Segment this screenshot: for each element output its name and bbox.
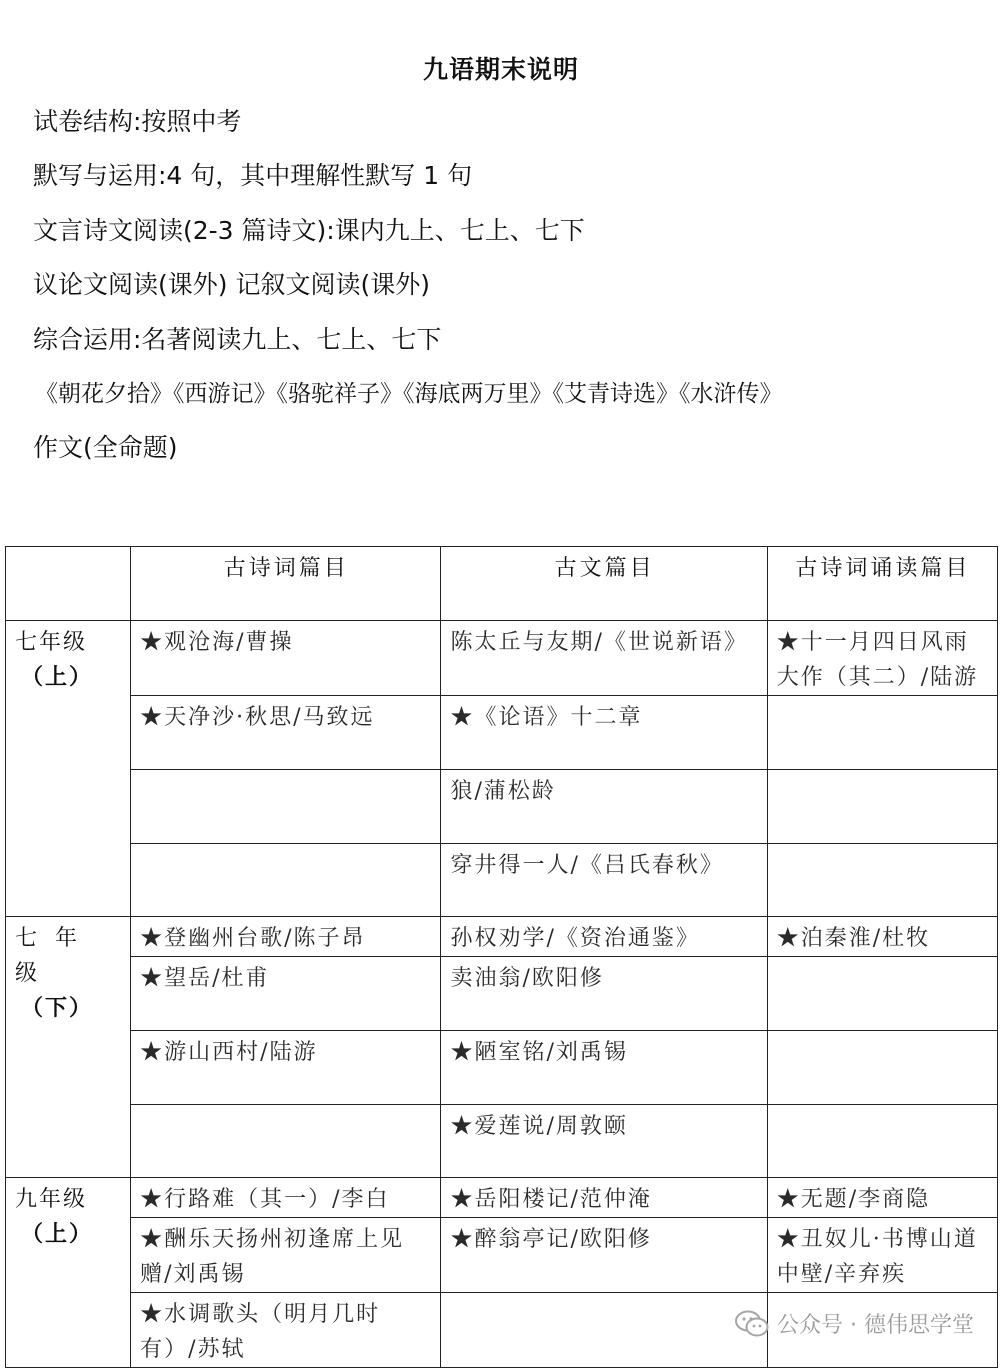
grade-9a-cell xyxy=(6,1178,131,1368)
grade-label: 七年级 xyxy=(15,926,96,986)
prose-cell: ★《论语》十二章 xyxy=(441,696,767,770)
recite-cell xyxy=(767,1031,997,1105)
prose-cell: 卖油翁/欧阳修 xyxy=(441,957,767,1031)
recite-cell xyxy=(767,844,997,917)
wechat-icon xyxy=(735,1310,769,1338)
recite-cell xyxy=(767,770,997,844)
header-recite: 古诗词诵读篇目 xyxy=(767,547,997,621)
header-prose: 古文篇目 xyxy=(441,547,767,621)
grade-term: （下） xyxy=(21,995,94,1021)
prose-cell: ★陋室铭/刘禹锡 xyxy=(441,1031,767,1105)
header-poems: 古诗词篇目 xyxy=(131,547,441,621)
table-row xyxy=(6,844,998,917)
poem-cell: ★天净沙·秋思/马致远 xyxy=(131,696,441,770)
intro-section xyxy=(33,102,983,483)
document-title: 九语期末说明 xyxy=(422,55,579,84)
intro-line-structure: 试卷结构:按照中考 xyxy=(33,107,242,136)
prose-cell: 孙权劝学/《资治通鉴》 xyxy=(441,917,767,957)
prose-cell: ★爱莲说/周敦颐 xyxy=(441,1105,767,1178)
curriculum-table xyxy=(5,546,998,1368)
recite-cell: ★丑奴儿·书博山道中壁/辛弃疾 xyxy=(767,1218,997,1293)
poem-cell xyxy=(131,770,441,844)
prose-cell: 穿井得一人/《吕氏春秋》 xyxy=(441,844,767,917)
table-row xyxy=(6,1218,998,1293)
intro-line-books: 《朝花夕拾》《西游记》《骆驼祥子》《海底两万里》《艾青诗选》《水浒传》 xyxy=(35,380,783,407)
recite-cell xyxy=(767,1105,997,1178)
prose-cell xyxy=(441,1293,767,1368)
poem-cell: ★行路难（其一）/李白 xyxy=(131,1178,441,1218)
recite-cell: ★十一月四日风雨大作（其二）/陆游 xyxy=(767,621,997,696)
watermark-text: 公众号 · 德伟思学堂 xyxy=(777,1313,974,1338)
prose-cell: ★岳阳楼记/范仲淹 xyxy=(441,1178,767,1218)
table-row xyxy=(6,917,998,957)
table-row xyxy=(6,621,998,696)
table-row xyxy=(6,770,998,844)
poem-cell: ★酬乐天扬州初逢席上见赠/刘禹锡 xyxy=(131,1218,441,1293)
recite-cell xyxy=(767,696,997,770)
grade-label: 九年级 xyxy=(15,1187,88,1212)
grade-term: （上） xyxy=(21,1221,94,1247)
intro-line-comprehensive: 综合运用:名著阅读九上、七上、七下 xyxy=(33,324,442,354)
table-row xyxy=(6,1031,998,1105)
intro-line-reading: 议论文阅读(课外) 记叙文阅读(课外) xyxy=(33,270,430,300)
grade-term: （上） xyxy=(21,664,94,690)
poem-cell: ★望岳/杜甫 xyxy=(131,957,441,1031)
intro-line-dictation: 默写与运用:4 句，其中理解性默写 1 句 xyxy=(33,161,473,191)
table-row xyxy=(6,957,998,1031)
poem-cell xyxy=(131,1105,441,1178)
intro-line-essay: 作文(全命题) xyxy=(33,433,178,463)
grade-7b-cell xyxy=(6,917,131,1178)
recite-cell: ★无题/李商隐 xyxy=(767,1178,997,1218)
table-row xyxy=(6,1178,998,1218)
header-grade xyxy=(6,547,131,621)
grade-7a-cell xyxy=(6,621,131,917)
prose-cell: 狼/蒲松龄 xyxy=(441,770,767,844)
watermark xyxy=(735,1308,974,1339)
intro-line-classical: 文言诗文阅读(2-3 篇诗文):课内九上、七上、七下 xyxy=(33,215,585,245)
table-row xyxy=(6,1105,998,1178)
table-header-row xyxy=(6,547,998,621)
poem-cell: ★观沧海/曹操 xyxy=(131,621,441,696)
table-row xyxy=(6,696,998,770)
poem-cell xyxy=(131,844,441,917)
prose-cell: 陈太丘与友期/《世说新语》 xyxy=(441,621,767,696)
grade-label: 七年级 xyxy=(15,630,88,655)
recite-cell: ★泊秦淮/杜牧 xyxy=(767,917,997,957)
recite-cell xyxy=(767,957,997,1031)
poem-cell: ★登幽州台歌/陈子昂 xyxy=(131,917,441,957)
prose-cell: ★醉翁亭记/欧阳修 xyxy=(441,1218,767,1293)
poem-cell: ★水调歌头（明月几时有）/苏轼 xyxy=(131,1293,441,1368)
poem-cell: ★游山西村/陆游 xyxy=(131,1031,441,1105)
